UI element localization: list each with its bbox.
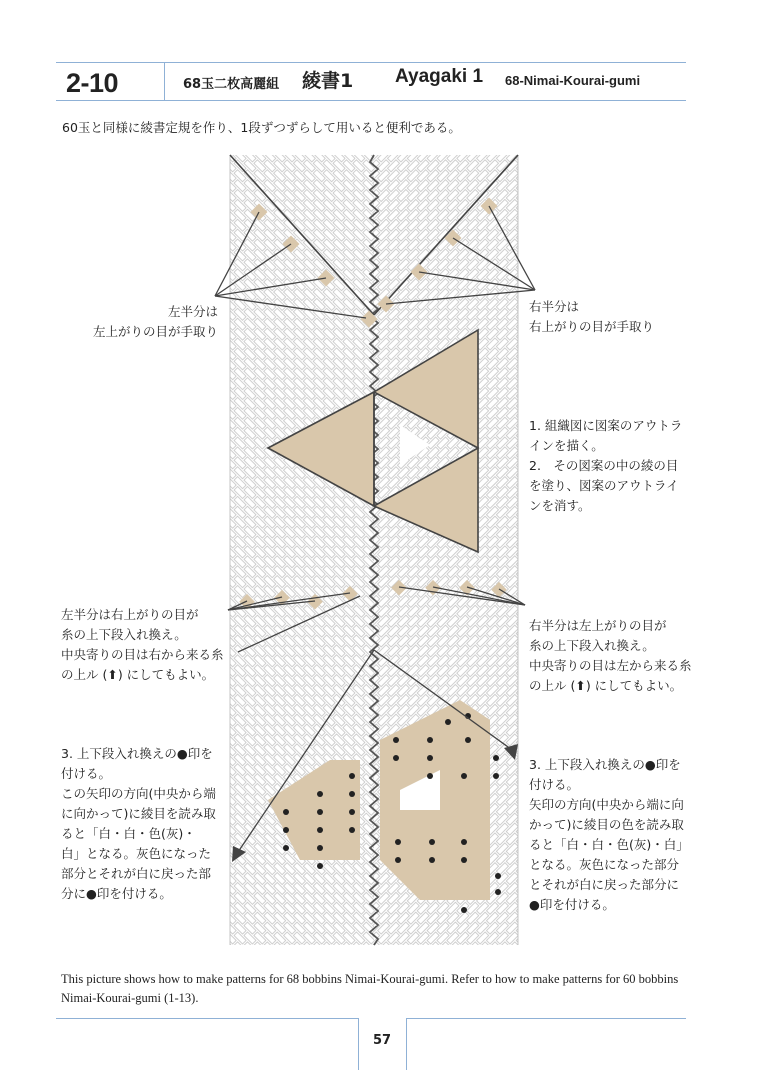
note-line: 1. 組織図に図案のアウトラ xyxy=(529,418,683,433)
page-box-right xyxy=(406,1018,407,1070)
note-left-top xyxy=(83,302,218,342)
note-left-bottom xyxy=(61,744,216,904)
note-line: 分に●印を付ける。 xyxy=(61,886,172,901)
note-line: 3. 上下段入れ換えの●印を xyxy=(529,757,681,772)
footer-rule-right xyxy=(406,1018,686,1019)
note-line: 付ける。 xyxy=(529,777,580,792)
footer-rule-left xyxy=(56,1018,358,1019)
note-line: 糸の上下段入れ換え。 xyxy=(61,627,187,642)
page-number: 57 xyxy=(372,1033,392,1048)
note-line: 2. その図案の中の綾の目 xyxy=(529,458,679,473)
note-right-mid xyxy=(529,616,692,696)
note-line: 付ける。 xyxy=(61,766,112,781)
note-line: を塗り、図案のアウトライ xyxy=(529,478,679,493)
note-line: 中央寄りの目は右から来る糸 xyxy=(61,647,224,662)
note-line: かって)に綾目の色を読み取 xyxy=(529,817,684,832)
note-line: 中央寄りの目は左から来る糸 xyxy=(529,658,692,673)
note-line: ●印を付ける。 xyxy=(529,897,615,912)
note-line: の上ル (⬆) にしてもよい。 xyxy=(61,667,215,682)
note-line: 糸の上下段入れ換え。 xyxy=(529,638,655,653)
note-line: インを描く。 xyxy=(529,438,604,453)
note-line: 部分とそれが白に戻った部 xyxy=(61,866,212,881)
note-line: ンを消す。 xyxy=(529,498,591,513)
note-line: 右半分は xyxy=(529,299,580,314)
note-line: 右半分は左上がりの目が xyxy=(529,618,667,633)
note-line: 左上がりの目が手取り xyxy=(92,324,218,339)
note-line: 白」となる。灰色になった xyxy=(61,846,212,861)
intro-text: 60玉と同様に綾書定規を作り、1段ずつずらして用いると便利である。 xyxy=(62,120,461,135)
section-number: 2-10 xyxy=(66,68,119,98)
en-subtitle: 68-Nimai-Kourai-gumi xyxy=(505,73,641,88)
note-line: の上ル (⬆) にしてもよい。 xyxy=(529,678,683,693)
note-line: とそれが白に戻った部分に xyxy=(529,877,680,892)
note-left-mid xyxy=(61,605,224,685)
note-line: ると「白・白・色(灰)・ xyxy=(61,826,196,841)
en-title: Ayagaki 1 xyxy=(395,66,484,87)
note-line: この矢印の方向(中央から端 xyxy=(61,786,216,801)
note-line: 左半分は右上がりの目が xyxy=(61,607,199,622)
note-line: ると「白・白・色(灰)・白」 xyxy=(529,837,689,852)
note-line: 左半分は xyxy=(167,304,218,319)
note-right-bottom xyxy=(529,755,689,915)
note-right-steps xyxy=(529,416,682,516)
jp-title: 68玉二枚高麗組 xyxy=(183,77,280,92)
english-caption: This picture shows how to make patterns for 68 bobbins Nimai-Kourai-gumi. Refer to how to make patterns for 60 bobbins Nimai-Kourai-gumi (1-13). xyxy=(61,972,679,1005)
note-line: 矢印の方向(中央から端に向 xyxy=(529,797,684,812)
note-line: となる。灰色になった部分 xyxy=(529,857,680,872)
jp-title-ayagaki: 綾書1 xyxy=(302,70,354,92)
note-line: に向かって)に綾目を読み取 xyxy=(61,806,216,821)
note-line: 3. 上下段入れ換えの●印を xyxy=(61,746,213,761)
note-right-top xyxy=(529,297,654,337)
note-line: 右上がりの目が手取り xyxy=(529,319,655,334)
